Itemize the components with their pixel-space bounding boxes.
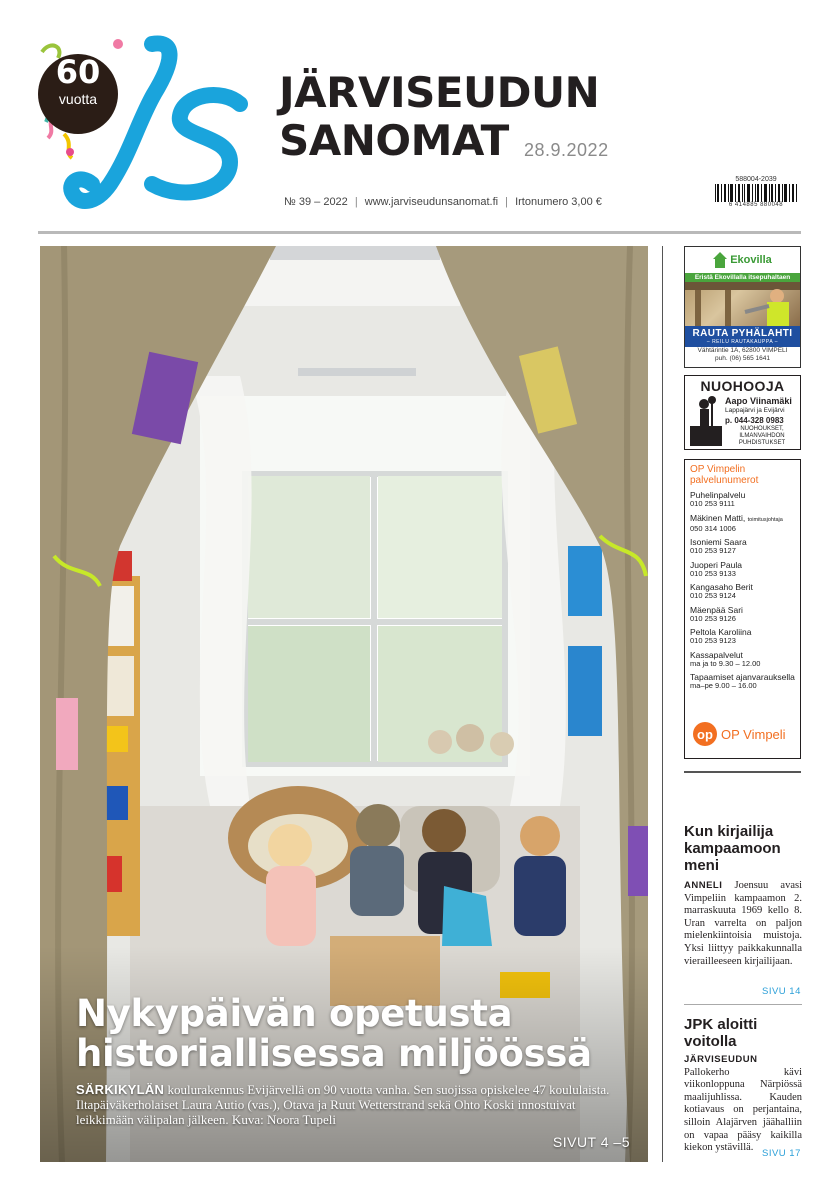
op-logo-icon: op [693, 722, 717, 746]
teaser-headline: JPK aloitti voitolla [684, 1016, 758, 1050]
masthead-divider [38, 231, 801, 234]
cover-headline[interactable] [76, 994, 636, 1074]
cover-page-reference[interactable]: SIVUT 4 –5 [552, 1134, 630, 1150]
barcode-top-number: 588004-2039 [735, 176, 777, 183]
nuohooja-title: NUOHOOJA [700, 378, 785, 394]
barcode-bars-icon [714, 184, 798, 202]
anniversary-number: 60 [55, 53, 101, 91]
op-brand [693, 722, 786, 746]
op-contact-row [690, 513, 800, 534]
rauta-pyhalahti-name: RAUTA PYHÄLAHTI [685, 326, 800, 339]
caption-lead: SÄRKIKYLÄN [76, 1082, 165, 1097]
teaser-body [684, 1054, 802, 1155]
contact-name: Kangasaho Berit [690, 582, 753, 592]
op-contact-row [690, 672, 800, 691]
rauta-pyhalahti-slogan: – REILU RAUTAKAUPPA – [685, 339, 800, 347]
teaser-page-reference[interactable]: SIVU 17 [762, 1148, 801, 1159]
store-phone: puh. (06) 565 1641 [715, 355, 770, 362]
op-brand-name: OP Vimpeli [721, 726, 786, 742]
issue-date: 28.9.2022 [524, 140, 609, 160]
single-copy-price: Irtonumero 3,00 € [515, 196, 602, 208]
contact-number: 010 253 9111 [690, 499, 735, 508]
issue-info-line [284, 196, 602, 208]
op-contact-row [690, 627, 800, 646]
contact-number: ma–pe 9.00 – 16.00 [690, 681, 757, 690]
photo-caption [76, 1082, 616, 1127]
contact-name: Puhelinpalvelu [690, 490, 746, 500]
teaser-body [684, 880, 802, 968]
ekovilla-tagline: Eristä Ekovillalla itsepuhaltaen [685, 273, 800, 282]
barcode-bottom-number: 6 414885 880048 [728, 202, 784, 208]
contact-name [690, 513, 800, 525]
separator: | [505, 196, 508, 208]
op-contact-row [690, 490, 800, 509]
issue-number: № 39 – 2022 [284, 196, 348, 208]
ekovilla-ad[interactable] [684, 246, 801, 368]
chimney-sweep-icon [690, 396, 722, 446]
contact-number: 010 253 9126 [690, 613, 736, 623]
anniversary-word: vuotta [58, 91, 98, 107]
masthead [0, 0, 840, 230]
nuohooja-ad[interactable] [684, 375, 801, 450]
contact-name: Mäenpää Sari [690, 604, 743, 615]
teaser-text: Joensuu avasi Vimpeliin kampaamon 2. marraskuuta 1969 kello 8. Uran varrelta on paljon mielenkiintoisia muistoja. Yksi liittyy paikkakunnalla vierailleeseen kirjailijaan. [684, 880, 802, 967]
contact-role: toimitusjohtaja [747, 516, 783, 523]
ekovilla-brand: Ekovilla [730, 254, 772, 266]
sweep-phone: p. 044-328 0983 [725, 416, 784, 425]
teaser-text: Pallokerho kävi viikonloppuna Närpiössä maalijuhlissa. Kauden kotiavaus on perjantaina, silloin Alajärven jäähalliin on vapaa pääsy kaikilla kiekon ystävillä. [684, 1066, 802, 1154]
headline-line2: historiallisessa miljöössä [76, 1032, 592, 1075]
contact-name: Juoperi Paula [690, 559, 742, 570]
service-area: Lappajärvi ja Evijärvi [725, 407, 785, 414]
newspaper-title-line1: JÄRVISEUDUN [279, 68, 600, 117]
newspaper-title-line2: SANOMAT [279, 116, 509, 165]
op-vimpeli-ad[interactable] [684, 459, 801, 759]
contact-name: Peltola Karoliina [690, 627, 752, 637]
contact-number: 010 253 9133 [690, 568, 736, 578]
teaser-lead: ANNELI [684, 880, 723, 891]
contact-number: 010 253 9123 [690, 636, 736, 645]
cover-photo [40, 246, 648, 1162]
teaser-lead: JÄRVISEUDUN [684, 1054, 758, 1065]
teaser-headline: Kun kirjailija kampaamoon meni [684, 823, 781, 874]
barcode [714, 176, 798, 210]
op-contact-row [690, 582, 800, 601]
op-title: OP Vimpelin palvelunumerot [690, 464, 759, 486]
sweep-services: NUOHOUKSET, ILMANVAIHDON PUHDISTUKSET [738, 426, 786, 446]
contact-number: ma ja to 9.30 – 12.00 [690, 658, 761, 668]
caption-text: koulurakennus Evijärvellä on 90 vuotta vanha. Sen suojissa opiskelee 47 koululaista. Iltapäiväkerholaiset Laura Autio (vas.), Otava ja Ruut Wetterstrand sekä Ohto Koski innostuivat leikkimään välipalan jälkeen. Kuva: Noora Tupeli [76, 1082, 610, 1127]
right-column-divider [684, 771, 801, 773]
op-contact-row [690, 605, 800, 624]
teaser-divider [684, 1004, 802, 1005]
contact-number: 010 253 9124 [690, 591, 736, 600]
contact-number: 050 314 1006 [690, 523, 736, 533]
op-contact-row [690, 560, 800, 579]
store-address: Vähtärintie 1A, 62800 VIMPELI [697, 347, 788, 354]
op-contact-row [690, 650, 800, 669]
contact-name: Kassapalvelut [690, 649, 743, 660]
column-divider [662, 246, 663, 1162]
worker-illustration [685, 282, 800, 326]
contact-number: 010 253 9127 [690, 546, 736, 555]
op-contact-row [690, 537, 800, 556]
sweep-name: Aapo Viinamäki [725, 396, 792, 406]
insulation-photo [685, 282, 800, 326]
teaser-page-reference[interactable]: SIVU 14 [762, 986, 801, 997]
house-icon [713, 252, 727, 268]
website-link[interactable]: www.jarviseudunsanomat.fi [364, 196, 499, 208]
headline-line1: Nykypäivän opetusta [76, 992, 513, 1035]
contact-name: Tapaamiset ajanvarauksella [690, 672, 795, 682]
contact-name-text: Mäkinen Matti, [690, 512, 746, 523]
separator: | [354, 196, 358, 208]
ekovilla-logo [685, 247, 800, 273]
contact-name: Isoniemi Saara [690, 537, 747, 547]
